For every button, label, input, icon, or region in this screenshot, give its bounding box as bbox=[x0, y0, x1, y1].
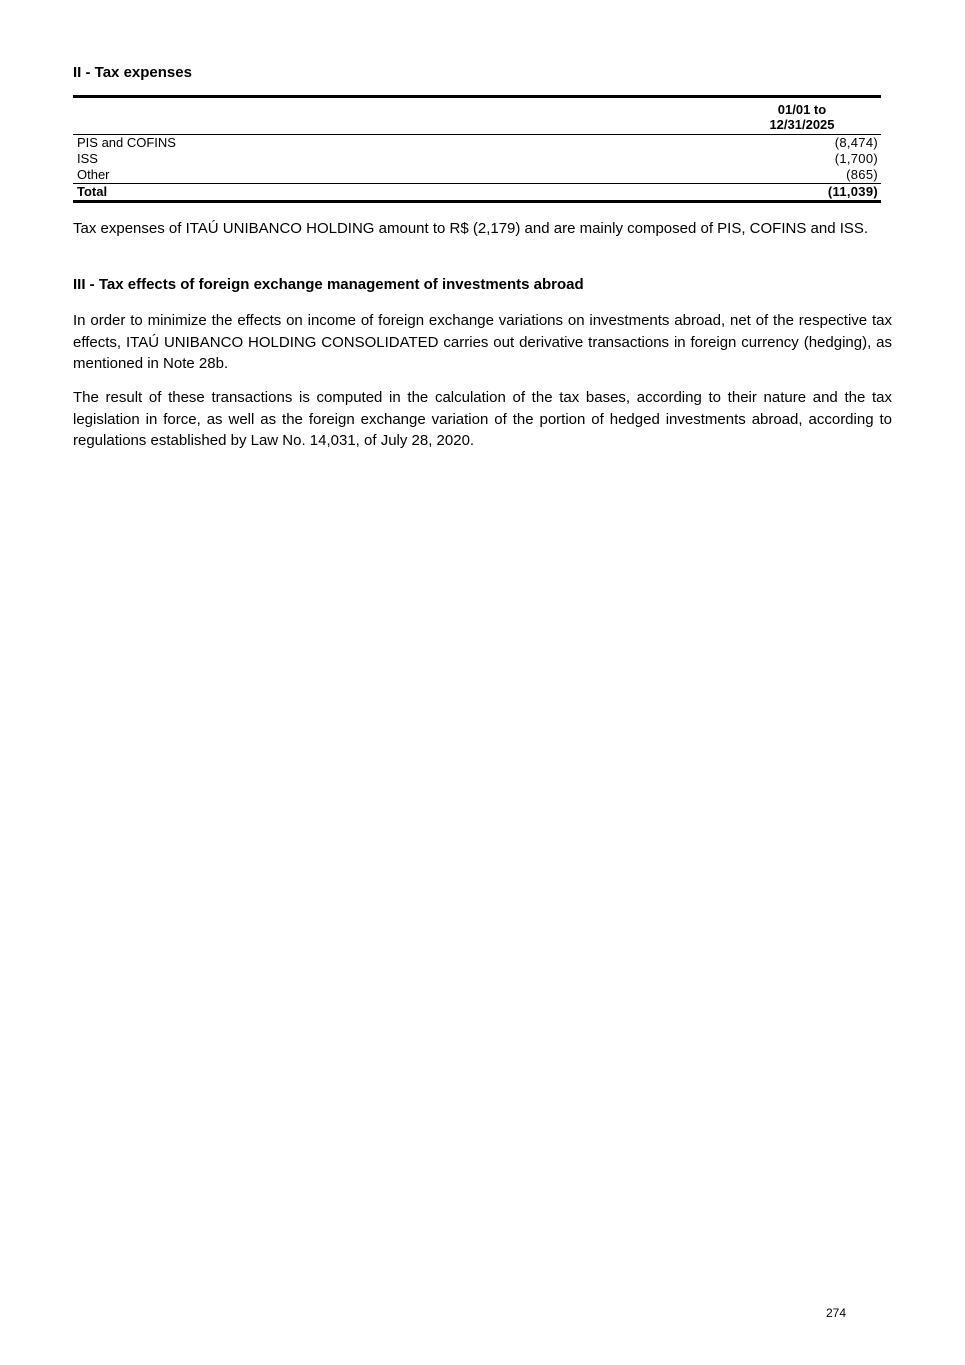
page-number: 274 bbox=[826, 1306, 847, 1320]
fx-paragraph-2: The result of these transactions is computed in the calculation of the tax bases, according to their nature and the tax legislation in force, as well as the foreign exchange variation of the portion of hedged investments abroad, according to regulations established by Law No. 14,031, of July 28, 2020. bbox=[73, 389, 892, 449]
total-row bbox=[73, 184, 881, 202]
tax-expenses-table bbox=[73, 95, 881, 203]
period-header-line-2: 12/31/2025 bbox=[769, 117, 835, 132]
section-title-tax-expenses: II - Tax expenses bbox=[73, 64, 192, 81]
row-value: (865) bbox=[846, 167, 878, 182]
table-header-row bbox=[73, 97, 881, 135]
row-value: (8,474) bbox=[834, 135, 878, 150]
row-label: Other bbox=[77, 167, 110, 182]
period-header-line-1: 01/01 to bbox=[777, 102, 827, 117]
table-row bbox=[73, 135, 881, 152]
period-column-header bbox=[743, 97, 881, 135]
section-title-fx-management: III - Tax effects of foreign exchange management of investments abroad bbox=[73, 276, 584, 293]
table-row bbox=[73, 167, 881, 184]
row-label: ISS bbox=[77, 151, 98, 166]
tax-expenses-paragraph: Tax expenses of ITAÚ UNIBANCO HOLDING amount to R$ (2,179) and are mainly composed of PIS, COFINS and ISS. bbox=[73, 220, 869, 237]
label-column-header bbox=[73, 97, 743, 135]
table-row bbox=[73, 151, 881, 167]
fx-paragraph-1: In order to minimize the effects on income of foreign exchange variations on investments abroad, net of the respective tax effects, ITAÚ UNIBANCO HOLDING CONSOLIDATED carries out derivative transactions in foreign currency (hedging), as mentioned in Note 28b. bbox=[73, 312, 892, 372]
row-value: (1,700) bbox=[834, 151, 878, 166]
total-label: Total bbox=[77, 184, 108, 199]
row-label: PIS and COFINS bbox=[77, 135, 176, 150]
total-value: (11,039) bbox=[827, 184, 878, 199]
